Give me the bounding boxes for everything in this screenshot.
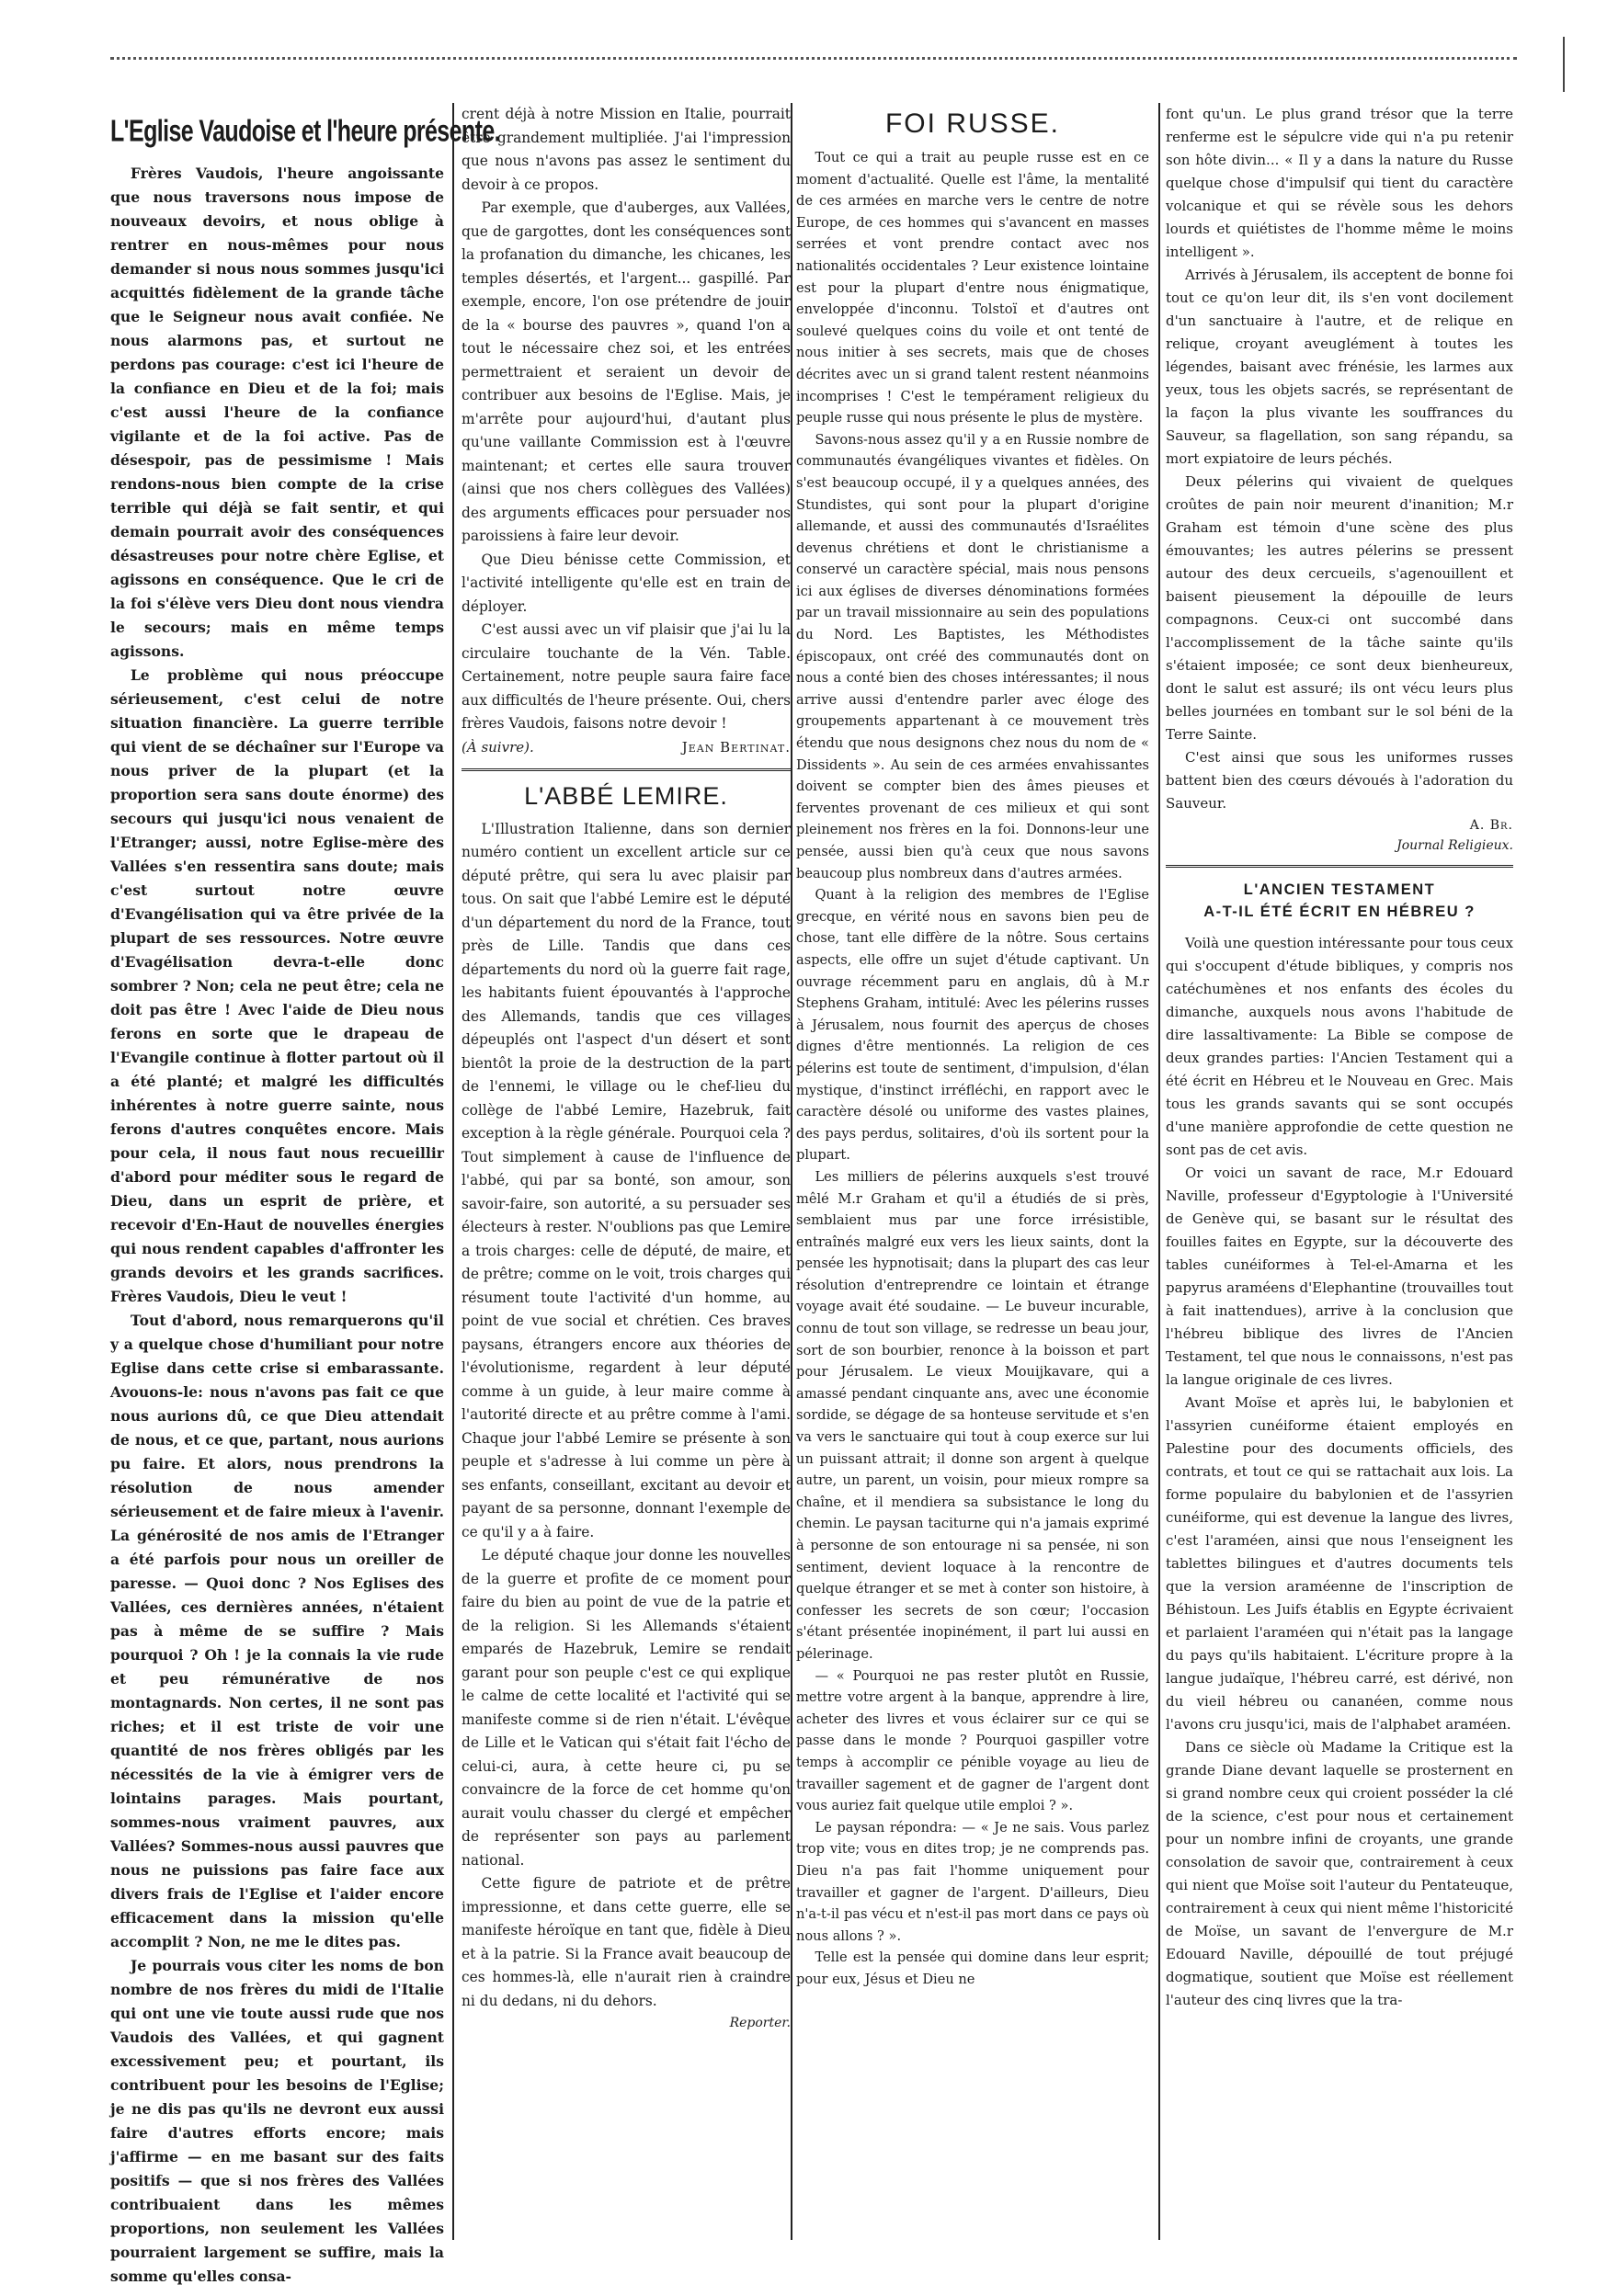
paragraph: Le paysan répondra: — « Je ne sais. Vous parlez trop vite; vous en dites trop; je ne comprends pas. Dieu n'a pas fait l'homme uniquement pour travailler et gagner de l'argent. D'ailleurs, Dieu n'a-t-il pas vécu et n'est-il pas mort dans ce pays où nous allons ? ». <box>796 1819 1149 1944</box>
paragraph: Cette figure de patriote et de prêtre impressionne, et dans cette guerre, elle se manifeste héroïque en tant que, fidèle à Dieu et à la patrie. Si la France avait beaucoup de ces hommes-là, elle n'aurait rien à craindre ni du dedans, ni du dehors. <box>462 1875 791 2009</box>
article-title-foi-russe: FOI RUSSE. <box>884 108 1061 139</box>
paragraph: Telle est la pensée qui domine dans leur esprit; pour eux, Jésus et Dieu ne <box>796 1949 1149 1987</box>
author-signature: A. Br. <box>1469 818 1513 833</box>
column-rule-3 <box>1158 103 1160 2240</box>
paragraph: Le problème qui nous préoccupe sérieusement, c'est celui de notre situation financière. La guerre terrible qui vient de se déchaîner sur l'Europe va nous priver de la plupart (et la proportion sera sans doute énorme) des secours qui jusqu'ici nous venaient de l'Etranger; aussi, notre Eglise-mère des Vallées s'en ressentira sans doute; mais c'est surtout notre œuvre d'Evangélisation qui va être privée de la plupart de ses ressources. Notre œuvre d'Evagélisation devra-t-elle donc sombrer ? Non; cela ne peut être; cela ne doit pas être ! Avec l'aide de Dieu nous ferons en sorte que le drapeau de l'Evangile continue à flotter partout où il a été planté; et malgré les difficultés inhérentes à notre guerre sainte, nous ferons d'autres conquêtes encore. Mais pour cela, il nous faut nous recueillir d'abord pour méditer sous le regard de Dieu, dans un esprit de prière, et recevoir d'En-Haut de nouvelles énergies qui nous rendent capables d'affronter les grands devoirs et les grands sacrifices. Frères Vaudois, Dieu le veut ! <box>110 666 444 1305</box>
column-4 <box>1166 103 1513 2249</box>
title-line-2: A-T-IL ÉTÉ ÉCRIT EN HÉBREU ? <box>1203 904 1476 920</box>
title-line-1: L'ANCIEN TESTAMENT <box>1243 881 1436 898</box>
paragraph: Avant Moïse et après lui, le babylonien et l'assyrien cunéiforme étaient employés en Palestine pour des documents officiels, des contrats, et tout ce qui se rattachait aux lois. La forme populaire du babylonien et de l'assyrien cunéiforme, qui est devenue la langue des livres, c'est l'araméen, ainsi que nous l'enseignent les tablettes bilingues et d'autres documents tels que la version araméenne de l'inscription de Béhistoun. Les Juifs établis en Egypte écrivaient et parlaient l'araméen qui n'était pas la langage du pays qu'ils habitaient. L'écriture propre à la langue judaïque, l'hébreu carré, est dérivé, non du vieil hébreu ou cananéen, comme nous l'avons cru jusqu'ici, mais de l'alphabet araméen. <box>1166 1394 1513 1733</box>
paragraph: Je pourrais vous citer les noms de bon nombre de nos frères du midi de l'Italie qui ont une vie toute aussi rude que nos Vaudois des Vallées, et qui gagnent excessivement peu; et pourtant, ils contribuent pour les besoins de l'Eglise; je ne dis pas qu'ils ne devront eux aussi faire d'autres efforts encore; mais j'affirme — en me basant sur des faits positifs — que si nos frères des Vallées contribuaient dans les mêmes proportions, non seulement les Vallées pourraient largement se suffire, mais la somme qu'elles consa- <box>110 1957 444 2285</box>
paragraph: crent déjà à notre Mission en Italie, pourrait être grandement multipliée. J'ai l'impression que nous n'avons pas assez le sentiment du devoir à ce propos. <box>462 106 791 193</box>
source-credit: Journal Religieux. <box>1396 838 1513 853</box>
article-title-eglise-vaudoise: L'Eglise Vaudoise et l'heure présente. <box>110 114 500 149</box>
column-rule-2 <box>791 103 792 2240</box>
author-signature: Jean Bertinat. <box>681 738 791 756</box>
paragraph: Voilà une question intéressante pour tous ceux qui s'occupent d'étude bibliques, y compris nos catéchumènes et nos enfants des écoles du dimanche, auxquels nous avons l'habitude de dire lassaltivamente: La Bible se compose de deux grandes parties: l'Ancien Testament qui a été écrit en Hébreu et le Nouveau en Grec. Mais tous les grands savants qui se sont occupés d'une manière approfondie de cette question ne sont pas de cet avis. <box>1166 935 1513 1158</box>
paragraph: C'est aussi avec un vif plaisir que j'ai lu la circulaire touchante de la Vén. Table. Certainement, notre peuple saura faire face aux difficultés de l'heure présente. Oui, chers frères Vaudois, faisons notre devoir ! <box>462 621 791 732</box>
article-separator <box>462 768 791 771</box>
paragraph: L'Illustration Italienne, dans son dernier numéro contient un excellent article sur ce député prêtre, qui sera lu avec plaisir par tous. On sait que l'abbé Lemire est le député d'un département du nord de la France, tout près de Lille. Tandis que dans ces départements du nord où la guerre fait rage, les habitants fuient épouvantés à l'approche des Allemands, tandis que ces villages dépeuplés ont l'aspect d'un désert et sont bientôt la proie de la destruction de la part de l'ennemi, le village ou le chef-lieu du collège de l'abbé Lemire, Hazebruk, fait exception à la règle générale. Pourquoi cela ? Tout simplement à cause de l'influence de l'abbé, qui par sa bonté, son amour, son savoir-faire, son autorité, a su persuader ses électeurs à rester. N'oublions pas que Lemire a trois charges: celle de député, de maire, et de prêtre; comme on le voit, trois charges qui résument toute l'activité d'un homme, au point de vue social et chrétien. Ces braves paysans, étrangers encore aux théories de l'évolutionisme, regardent à leur député comme à un guide, à leur maire comme à l'autorité directe et au prêtre comme à l'ami. Chaque jour l'abbé Lemire se présente à son peuple et s'adresse à lui comme un père à ses enfants, conseillant, excitant au devoir et payant de sa personne, donnant l'exemple de ce qu'il y a à faire. <box>462 820 791 1540</box>
signature-line <box>462 736 791 759</box>
page-edge-mark <box>1563 37 1565 92</box>
paragraph: C'est ainsi que sous les uniformes russes battent bien des cœurs dévoués à l'adoration du Sauveur. <box>1166 749 1513 812</box>
paragraph: Arrivés à Jérusalem, ils acceptent de bonne foi tout ce qu'on leur dit, ils s'en vont docilement d'un sanctuaire à l'autre, et de relique en relique, croyant aveuglément à toutes les légendes, baisant avec frénésie, les larmes aux yeux, tous les objets sacrés, se représentant de la façon la plus vivante les souffrances du Sauveur, sa flagellation, son sang répandu, sa mort expiatoire de leurs péchés. <box>1166 267 1513 467</box>
article-separator <box>1166 865 1513 868</box>
top-rule <box>110 57 1517 60</box>
paragraph: Le député chaque jour donne les nouvelles de la guerre et profite de ce moment pour faire du bien au point de vue de la patrie et de la religion. Si les Allemands s'étaient emparés de Hazebruk, Lemire se rendait garant pour son peuple c'est ce qui explique le calme de cette localité et l'activité qui se manifeste comme si de rien n'était. L'évêque de Lille et le Vatican qui s'était fait l'écho de celui-ci, aura, à cette heure ci, pu se convaincre de la force de cet homme qu'on aurait voulu chasser du clergé et empêcher de représenter son pays au parlement national. <box>462 1547 791 1869</box>
paragraph: Tout ce qui a trait au peuple russe est en ce moment d'actualité. Quelle est l'âme, la mentalité de ces armées en marche vers le centre de notre Europe, de ces hommes qui s'avancent en masses serrées et vont prendre contact avec nos nationalités occidentales ? Leur existence lointaine est pour la plupart d'entre nous énigmatique, enveloppée d'inconnu. Tolstoï et d'autres ont soulevé quelques coins du voile et ont tenté de nous initier à ses secrets, mais que de choses décrites avec un si grand talent restent néanmoins incomprises ! C'est le tempérament religieux du peuple russe qui nous présente le plus de mystère. <box>796 150 1149 426</box>
paragraph: font qu'un. Le plus grand trésor que la terre renferme est le sépulcre vide qui n'a pu retenir son hôte divin... « Il y a dans la nature du Russe quelque chose d'impulsif qui tient du caractère volcanique et qui se révèle sous les dehors lourds et quiétistes de l'homme même le moins intelligent ». <box>1166 106 1513 260</box>
paragraph: Que Dieu bénisse cette Commission, et l'activité intelligente qu'elle est en train de déployer. <box>462 551 791 615</box>
to-be-continued: (À suivre). <box>462 738 534 756</box>
paragraph: Deux pélerins qui vivaient de quelques croûtes de pain noir meurent d'inanition; M.r Graham est témoin d'une scène des plus émouvantes; les autres pélerins se pressent autour des deux cercueils, s'agenouillent et baisent pieusement la dépouille de leurs compagnons. Ceux-ci ont succombé dans l'accomplissement de la tâche sainte qu'ils s'étaient imposée; ce sont deux bienheureux, dont le salut est assuré; ils ont vécu leurs plus belles journées en tombant sur le sol béni de la Terre Sainte. <box>1166 473 1513 743</box>
author-signature: Reporter. <box>729 2016 791 2030</box>
column-2 <box>462 103 791 2249</box>
paragraph: Dans ce siècle où Madame la Critique est la grande Diane devant laquelle se prosternent en si grand nombre ceux qui croient posséder la clé de la science, c'est pour nous et certainement pour un nombre infini de croyants, une grande consolation de savoir que, contrairement à ceux qui nient que Moïse soit l'auteur du Pentateuque, contrairement à ceux qui nient même l'historicité de Moïse, un savant de l'envergure de M.r Edouard Naville, dépouillé de tout préjugé dogmatique, soutient que Moïse est réellement l'auteur des cinq livres que la tra- <box>1166 1739 1513 2008</box>
paragraph: Frères Vaudois, l'heure angoissante que nous traversons nous impose de nouveaux devoirs, et nous oblige à rentrer en nous-mêmes pour nous demander si nous nous sommes jusqu'ici acquittés fidèlement de la grande tâche que le Seigneur nous avait confiée. Ne nous alarmons pas, et surtout ne perdons pas courage: c'est ici l'heure de la confiance en Dieu et de la foi; mais c'est aussi l'heure de la confiance vigilante et de la foi active. Pas de désespoir, pas de pessimisme ! Mais rendons-nous bien compte de la crise terrible qui déjà se fait sentir, et qui demain pourrait avoir des conséquences désastreuses pour notre chère Eglise, et agissons en conséquence. Que le cri de la foi s'élève vers Dieu dont nous viendra le secours; mais en même temps agissons. <box>110 165 444 660</box>
paragraph: Savons-nous assez qu'il y a en Russie nombre de communautés évangéliques vivantes et fidèles. On s'est beaucoup occupé, il y a quelques années, des Stundistes, qui sont pour la plupart d'origine allemande, et aussi des communautés d'Israélites devenus chrétiens et dont le christianisme a conservé un caractère spécial, mais nous pensons ici aux églises de diverses dénominations formées par un travail missionnaire au sein des populations du Nord. Les Baptistes, les Méthodistes épiscopaux, ont créé des communautés dont on nous a conté bien des choses intéressantes; il nous arrive aussi d'entendre parler avec éloge des groupements appartenant à ce mouvement très étendu que nous designons chez nous du nom de « Dissidents ». Au sein de ces armées envahissantes doivent se compter bien des âmes pieuses et ferventes provenant de ces milieux et qui sont pleinement nos frères en la foi. Donnons-leur une pensée, aussi bien qu'à ceux que nous savons beaucoup plus nombreux dans d'autres armées. <box>796 431 1149 881</box>
article-title-ancien-testament <box>1166 879 1513 923</box>
paragraph: Les milliers de pélerins auxquels s'est trouvé mêlé M.r Graham et qu'il a étudiés de si près, semblaient mus par une force irrésistible, entraînés malgré eux vers les lieux saints, dont la pensée les hypnotisait; dans la plupart des cas leur résolution d'entreprendre ce lointain et étrange voyage avait été soudaine. — Le buveur incurable, connu de tout son village, se redresse un beau jour, sort de son bourbier, renonce à la boisson et part pour Jérusalem. Le vieux Mouijkavare, qui a amassé pendant cinquante ans, avec une économie sordide, se dégage de sa honteuse servitude et s'en va vers le sanctuaire qui tout à coup exerce sur lui un puissant attrait; il donne son argent à quelque autre, un parent, un voisin, pour mieux rompre sa chaîne, et il mendiera sa subsistance le long du chemin. Le paysan taciturne qui n'a jamais exprimé à personne de son entourage ni sa pensée, ni son sentiment, devient loquace à la rencontre de quelque étranger et se met à conter son histoire, à confesser les secrets de son cœur; l'occasion s'étant présentée inopinément, il part lui aussi en pélerinage. <box>796 1168 1149 1662</box>
paragraph: Or voici un savant de race, M.r Edouard Naville, professeur d'Egyptologie à l'Université de Genève qui, se basant sur le résultat des fouilles faites en Egypte, sur la découverte des tables cunéiformes à Tel-el-Amarna et les papyrus araméens d'Elephantine (trouvailles tout à fait inattendues), arrive à la conclusion que l'hébreu biblique des livres de l'Ancien Testament, tel que nous le connaissons, n'est pas la langue originale de ces livres. <box>1166 1165 1513 1388</box>
paragraph: Tout d'abord, nous remarquerons qu'il y a quelque chose d'humiliant pour notre Eglise dans cette crise si embarassante. Avouons-le: nous n'avons pas fait ce que nous aurions dû, ce que Dieu attendait de nous, et ce que, partant, nous aurions pu faire. Et alors, nous prendrons la résolution de nous amender sérieusement et de faire mieux à l'avenir. La générosité de nos amis de l'Etranger a été parfois pour nous un oreiller de paresse. — Quoi donc ? Nos Eglises des Vallées, ces dernières années, n'étaient pas à même de se suffire ? Mais pourquoi ? Oh ! je la connais la vie rude et peu rémunérative de nos montagnards. Non certes, il ne sont pas riches; et il est triste de voir une quantité de nos frères obligés par les nécessités de la vie à émigrer vers de lointains parages. Mais pourtant, sommes-nous vraiment pauvres, aux Vallées? Sommes-nous aussi pauvres que nous ne puissions pas faire face aux divers frais de l'Eglise et l'aider encore efficacement dans la mission qu'elle accomplit ? Non, ne me le dites pas. <box>110 1312 444 1950</box>
article-title-abbe-lemire: L'ABBÉ LEMIRE. <box>524 781 728 810</box>
paragraph: Par exemple, que d'auberges, aux Vallées, que de gargottes, dont les conséquences sont la profanation du dimanche, les chicanes, les temples désertés, et l'argent... gaspillé. Par exemple, encore, l'on ose prétendre de jouir de la « bourse des pauvres », quand l'on a tout le nécessaire chez soi, et les entrées permettraient et seraient un devoir de contribuer aux besoins de l'Eglise. Mais, je m'arrête pour aujourd'hui, d'autant plus qu'une vaillante Commission est à l'œuvre maintenant; et certes elle saura trouver (ainsi que nos chers collègues des Vallées) des arguments efficaces pour persuader nos paroissiens à faire leur devoir. <box>462 199 791 544</box>
paragraph: — « Pourquoi ne pas rester plutôt en Russie, mettre votre argent à la banque, apprendre à lire, acheter des livres et vous éclairer sur ce qui se passe dans le monde ? Pourquoi gaspiller votre temps à accomplir ce pénible voyage au lieu de travailler sagement et de gagner de l'argent dont vous auriez fait quelque utile emploi ? ». <box>796 1667 1149 1814</box>
paragraph: Quant à la religion des membres de l'Eglise grecque, en vérité nous en savons bien peu de chose, tant elle diffère de la nôtre. Sous certains aspects, elle offre un sujet d'étude captivant. Un ouvrage récemment paru en anglais, dû à M.r Stephens Graham, intitulé: Avec les pélerins russes à Jérusalem, nous fournit des aperçus de choses dignes d'être mentionnés. La religion de ces pélerins est toute de sentiment, d'impulsion, d'élan mystique, d'instinct irréfléchi, en rapport avec le caractère désolé ou uniforme des vastes plaines, des pays perdus, solitaires, d'où ils sortent pour la plupart. <box>796 887 1149 1164</box>
column-rule-1 <box>452 103 454 2240</box>
column-3 <box>796 103 1149 2249</box>
